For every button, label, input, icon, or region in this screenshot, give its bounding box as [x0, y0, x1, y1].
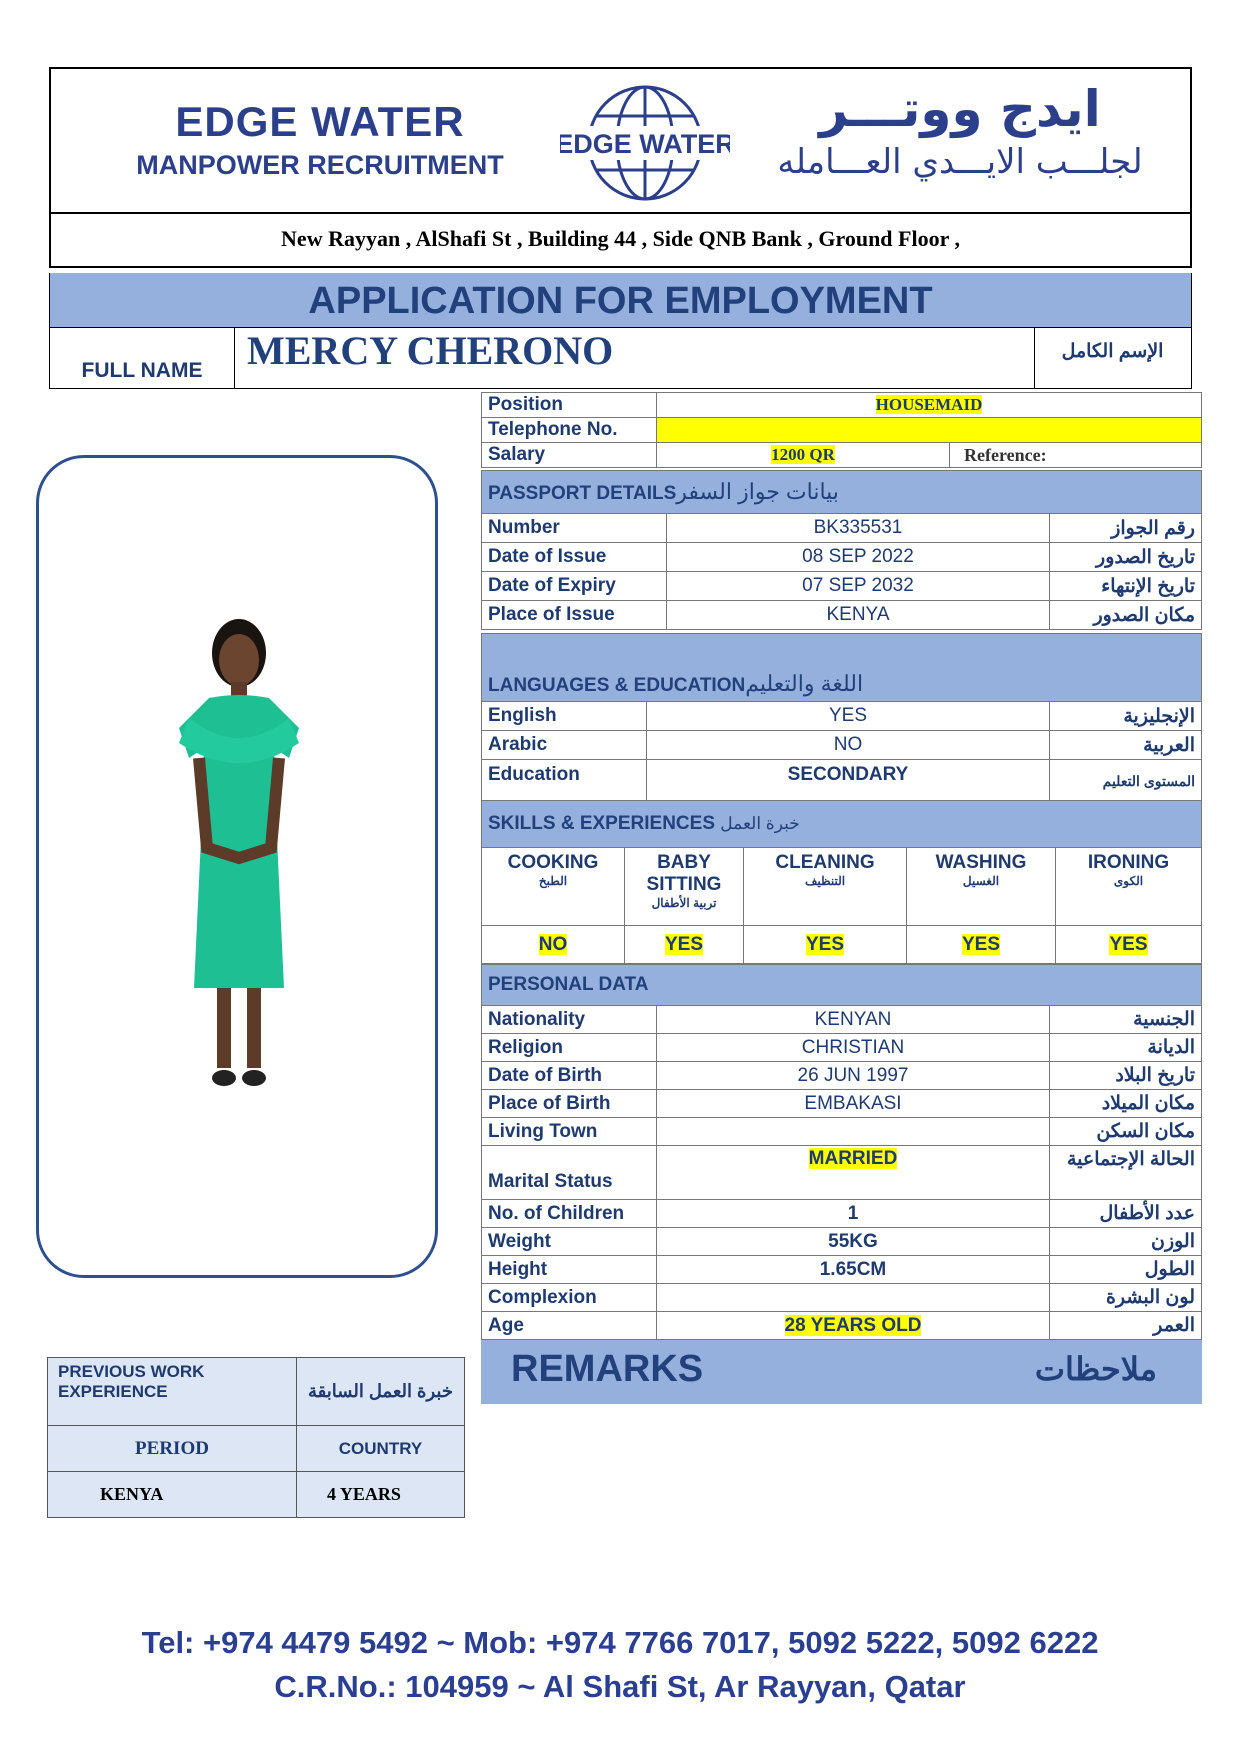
personal-row-label: Nationality: [482, 1006, 657, 1034]
skills-title-ar: خبرة العمل: [720, 814, 800, 833]
language-row-value: YES: [647, 702, 1050, 731]
skill-value-cell: [482, 926, 625, 964]
telephone-label: Telephone No.: [482, 418, 657, 443]
personal-row-label-ar: الطول: [1050, 1256, 1202, 1284]
table-row: [482, 543, 1202, 572]
personal-row-value: 26 JUN 1997: [657, 1062, 1050, 1090]
passport-row-label-ar: مكان الصدور: [1050, 601, 1202, 630]
remarks-label: REMARKS: [511, 1348, 704, 1390]
personal-row-label-ar: الحالة الإجتماعية: [1050, 1146, 1202, 1200]
full-name-label-ar: الإسم الكامل: [1061, 341, 1164, 362]
passport-row-label: Date of Issue: [482, 543, 667, 572]
personal-row-label: Place of Birth: [482, 1090, 657, 1118]
remarks-bar: [481, 1340, 1202, 1404]
passport-title: PASSPORT DETAILS: [488, 483, 677, 504]
skill-value-cell: [744, 926, 907, 964]
company-logo-arabic: [750, 80, 1170, 182]
applicant-photo-frame: [36, 455, 438, 1278]
skill-value: YES: [1109, 933, 1148, 955]
personal-row-label: Height: [482, 1256, 657, 1284]
country-header: COUNTRY: [297, 1426, 465, 1472]
languages-title-ar: اللغة والتعليم: [745, 671, 864, 696]
language-row-value: SECONDARY: [647, 760, 1050, 803]
job-table: [481, 392, 1202, 468]
position-label: Position: [482, 393, 657, 418]
full-name-row: [49, 327, 1192, 389]
personal-row-value: 28 YEARS OLD: [784, 1314, 922, 1336]
personal-row-value: MARRIED: [808, 1148, 898, 1169]
personal-row-label-ar: الديانة: [1050, 1034, 1202, 1062]
full-name-value: MERCY CHERONO: [235, 328, 1035, 388]
previous-work-title-ar: خبرة العمل السابقة: [297, 1358, 465, 1426]
personal-row-label: Age: [482, 1312, 657, 1340]
language-row-label: Arabic: [482, 731, 647, 760]
personal-row-value: 55KG: [657, 1228, 1050, 1256]
personal-row-label-ar: الجنسية: [1050, 1006, 1202, 1034]
skill-value: NO: [538, 933, 568, 955]
passport-row-label-ar: تاريخ الصدور: [1050, 543, 1202, 572]
table-row: [482, 702, 1202, 731]
languages-table: [481, 633, 1202, 803]
language-row-label-ar: المستوى التعليم: [1050, 760, 1202, 803]
personal-row-label-ar: عدد الأطفال: [1050, 1200, 1202, 1228]
personal-row-value: CHRISTIAN: [657, 1034, 1050, 1062]
personal-row-label: No. of Children: [482, 1200, 657, 1228]
personal-row-label-ar: الوزن: [1050, 1228, 1202, 1256]
personal-row-label: Date of Birth: [482, 1062, 657, 1090]
passport-row-label: Place of Issue: [482, 601, 667, 630]
applicant-photo: [149, 608, 329, 1098]
table-row: [482, 572, 1202, 601]
language-row-value: NO: [647, 731, 1050, 760]
personal-row-value: [657, 1284, 1050, 1312]
personal-row-value: EMBAKASI: [657, 1090, 1050, 1118]
passport-row-value: 07 SEP 2032: [667, 572, 1050, 601]
passport-section-title: [482, 471, 1202, 514]
passport-table: [481, 470, 1202, 630]
passport-row-value: BK335531: [667, 514, 1050, 543]
passport-row-label-ar: تاريخ الإنتهاء: [1050, 572, 1202, 601]
passport-row-value: 08 SEP 2022: [667, 543, 1050, 572]
skill-value: YES: [805, 933, 845, 955]
skills-title: SKILLS & EXPERIENCES: [488, 813, 715, 834]
passport-row-label: Number: [482, 514, 667, 543]
personal-row-value: 1.65CM: [657, 1256, 1050, 1284]
table-row: [482, 601, 1202, 630]
skill-header: IRONING الكوى: [1056, 848, 1202, 926]
table-row: [482, 731, 1202, 760]
language-row-label: Education: [482, 760, 647, 803]
language-row-label-ar: العربية: [1050, 731, 1202, 760]
skill-value-cell: [1056, 926, 1202, 964]
period-header: PERIOD: [48, 1426, 297, 1472]
personal-row-label: Living Town: [482, 1118, 657, 1146]
personal-data-table: [481, 964, 1202, 1340]
skill-header: CLEANING التنظيف: [744, 848, 907, 926]
position-cell: [657, 393, 1202, 418]
previous-work-table: [47, 1357, 465, 1518]
skill-value: YES: [961, 933, 1001, 955]
skills-table: [481, 800, 1202, 964]
personal-row-label: Weight: [482, 1228, 657, 1256]
personal-row-label-ar: لون البشرة: [1050, 1284, 1202, 1312]
previous-work-col1-value: KENYA: [48, 1472, 297, 1518]
telephone-value: [657, 418, 1202, 443]
previous-work-col2-value: 4 YEARS: [297, 1472, 465, 1518]
personal-value-cell: [657, 1312, 1050, 1340]
skill-header: BABY SITTING تربية الأطفال: [625, 848, 744, 926]
company-logo-text: [110, 98, 530, 181]
passport-row-label-ar: رقم الجواز: [1050, 514, 1202, 543]
personal-row-label: Religion: [482, 1034, 657, 1062]
languages-section-title: [482, 634, 1202, 702]
languages-title: LANGUAGES & EDUCATION: [488, 675, 746, 696]
personal-row-value: KENYAN: [657, 1006, 1050, 1034]
salary-label: Salary: [482, 443, 657, 468]
globe-logo-text: EDGE WATER: [560, 129, 730, 159]
personal-row-label-ar: مكان السكن: [1050, 1118, 1202, 1146]
salary-cell: [657, 443, 950, 468]
footer-contact: [60, 1625, 1180, 1705]
company-address: New Rayyan , AlShafi St , Building 44 , Side QNB Bank , Ground Floor ,: [49, 212, 1192, 268]
skill-value-cell: [907, 926, 1056, 964]
footer-phone: Tel: +974 4479 5492 ~ Mob: +974 7766 7017, 5092 5222, 5092 6222: [141, 1625, 1099, 1660]
footer-address: C.R.No.: 104959 ~ Al Shafi St, Ar Rayyan, Qatar: [274, 1669, 966, 1704]
skill-header: COOKING الطبخ: [482, 848, 625, 926]
passport-row-label: Date of Expiry: [482, 572, 667, 601]
personal-row-label-ar: تاريخ البلاد: [1050, 1062, 1202, 1090]
previous-work-title: PREVIOUS WORK EXPERIENCE: [48, 1358, 297, 1426]
table-row: [482, 514, 1202, 543]
skill-header: WASHING الغسيل: [907, 848, 1056, 926]
table-row: [482, 760, 1202, 803]
page-title: APPLICATION FOR EMPLOYMENT: [49, 273, 1192, 328]
skill-value-cell: [625, 926, 744, 964]
reference-label: Reference:: [950, 443, 1202, 468]
language-row-label: English: [482, 702, 647, 731]
remarks-label-ar: ملاحظات: [1034, 1351, 1157, 1387]
full-name-label: FULL NAME: [50, 328, 235, 388]
personal-section-title: PERSONAL DATA: [482, 965, 1202, 1006]
passport-row-value: KENYA: [667, 601, 1050, 630]
globe-logo-icon: [560, 78, 730, 208]
personal-row-value: 1: [657, 1200, 1050, 1228]
personal-row-label-ar: مكان الميلاد: [1050, 1090, 1202, 1118]
skill-value: YES: [664, 933, 704, 955]
position-value: HOUSEMAID: [875, 395, 983, 414]
language-row-label-ar: الإنجليزية: [1050, 702, 1202, 731]
personal-row-label-ar: العمر: [1050, 1312, 1202, 1340]
company-subtitle-ar: لجلـــب الايـــدي العـــامله: [777, 142, 1143, 182]
personal-row-value: [657, 1118, 1050, 1146]
passport-title-ar: بيانات جواز السفر: [676, 479, 839, 504]
company-subtitle: MANPOWER RECRUITMENT: [136, 150, 504, 180]
personal-row-label: Marital Status: [482, 1146, 657, 1200]
personal-value-cell: [657, 1146, 1050, 1200]
skills-section-title: [482, 801, 1202, 848]
company-name: EDGE WATER: [175, 98, 465, 145]
company-name-ar: ايدج ووتـــر: [819, 80, 1101, 138]
salary-value: 1200 QR: [771, 445, 835, 464]
personal-row-label: Complexion: [482, 1284, 657, 1312]
